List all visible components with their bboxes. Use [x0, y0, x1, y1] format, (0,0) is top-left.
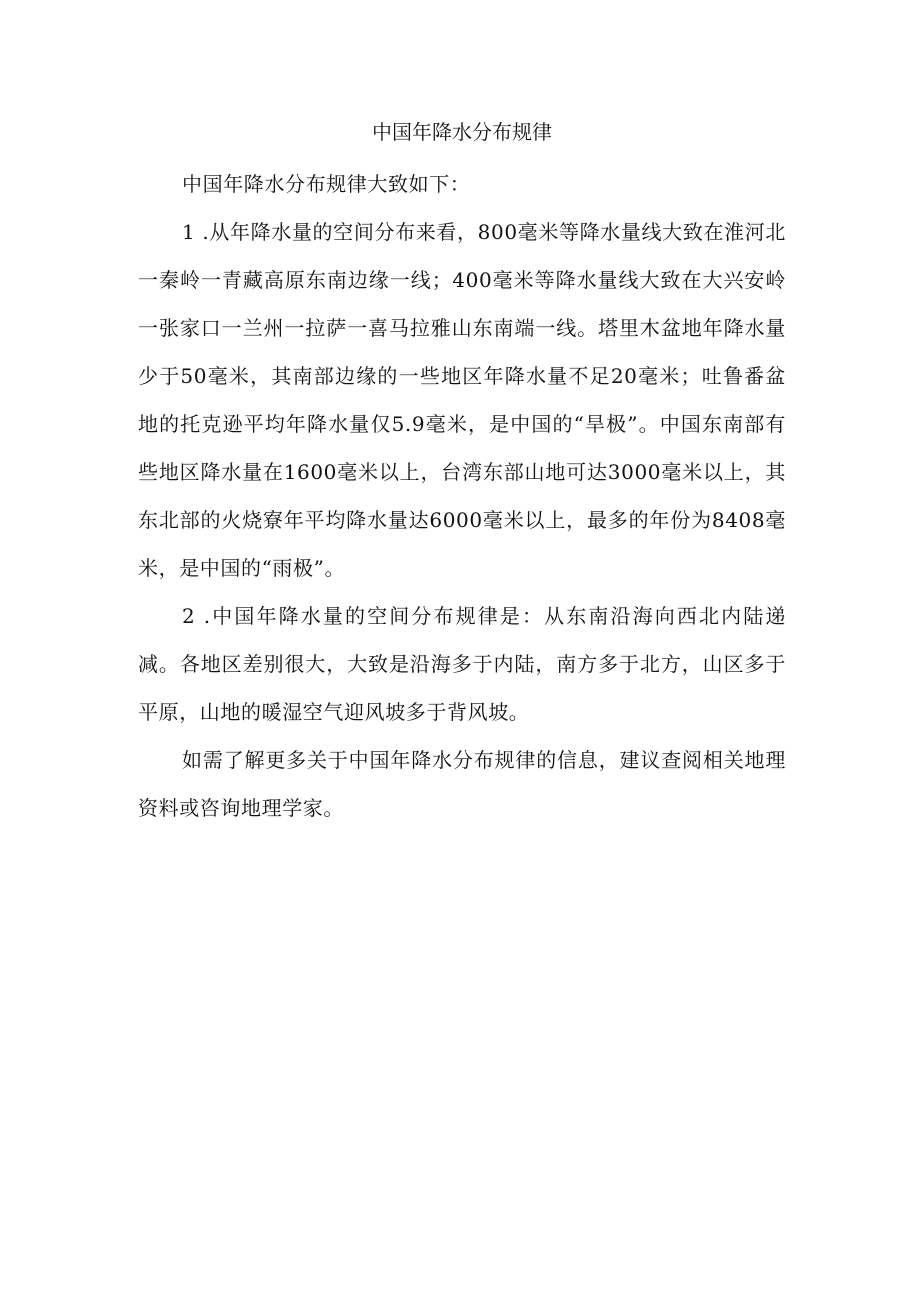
paragraph-point-2: 2 .中国年降水量的空间分布规律是：从东南沿海向西北内陆递减。各地区差别很大，大致是沿海多于内陆，南方多于北方，山区多于平原，山地的暖湿空气迎风坡多于背风坡。	[138, 604, 786, 724]
paragraph-point-1: 1 .从年降水量的空间分布来看，800毫米等降水量线大致在淮河北一秦岭一青藏高原东南边缘一线；400毫米等降水量线大致在大兴安岭一张家口一兰州一拉萨一喜马拉雅山东南端一线。塔里木盆地年降水量少于50毫米，其南部边缘的一些地区年降水量不足20毫米；吐鲁番盆地的托克逊平均年降水量仅5.9毫米，是中国的“旱极”。中国东南部有些地区降水量在1600毫米以上，台湾东部山地可达3000毫米以上，其东北部的火烧寮年平均降水量达6000毫米以上，最多的年份为8408毫米，是中国的“雨极”。	[138, 220, 786, 580]
document-title: 中国年降水分布规律	[372, 120, 552, 144]
paragraph-intro: 中国年降水分布规律大致如下：	[182, 172, 471, 196]
paragraph-closing: 如需了解更多关于中国年降水分布规律的信息，建议查阅相关地理资料或咨询地理学家。	[138, 748, 786, 820]
document-body	[138, 112, 786, 832]
